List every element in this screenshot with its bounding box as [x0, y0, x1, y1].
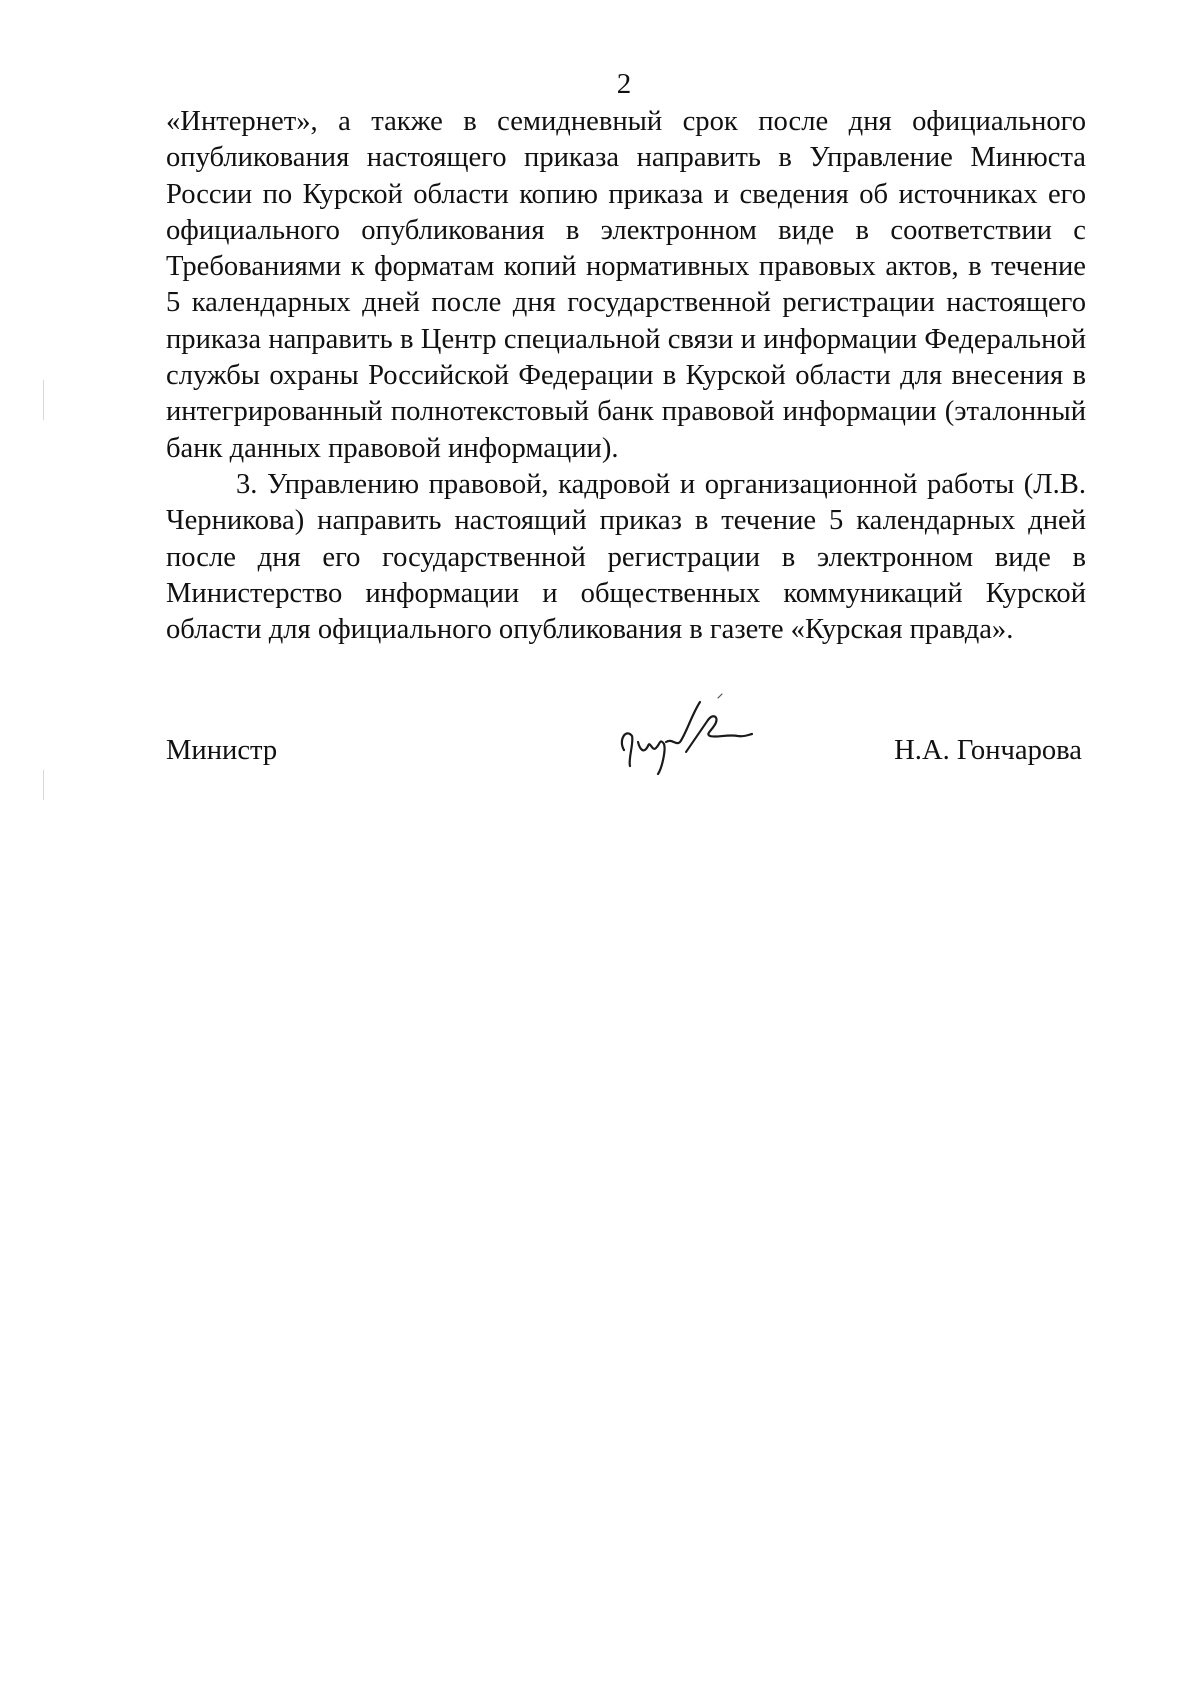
document-body	[166, 104, 1086, 648]
signatory-title: Министр	[166, 735, 278, 766]
paragraph-3: 3. Управлению правовой, кадровой и организационной работы (Л.В. Черникова) направить настоящий приказ в течение 5 календарных дней после дня его государственной регистрации в электронном виде в Министерство информации и общественных коммуникаций Курской области для официального опубликования в газете «Курская правда».	[166, 468, 1086, 646]
scan-margin-mark	[43, 770, 44, 800]
signatory-name: Н.А. Гончарова	[894, 735, 1082, 766]
paragraph-continuation: «Интернет», а также в семидневный срок после дня официального опубликования настоящего приказа направить в Управление Минюста России по Курской области копию приказа и сведения об источниках его официального опубликования в электронном виде в соответствии с Требованиями к форматам копий нормативных правовых актов, в течение 5 календарных дней после дня государственной регистрации настоящего приказа направить в Центр специальной связи и информации Федеральной службы охраны Российской Федерации в Курской области для внесения в интегрированный полнотекстовый банк правовой информации (эталонный банк данных правовой информации).	[166, 106, 1086, 464]
scan-margin-mark	[43, 380, 44, 420]
handwritten-signature-icon	[610, 690, 770, 780]
page-number: 2	[616, 68, 632, 100]
